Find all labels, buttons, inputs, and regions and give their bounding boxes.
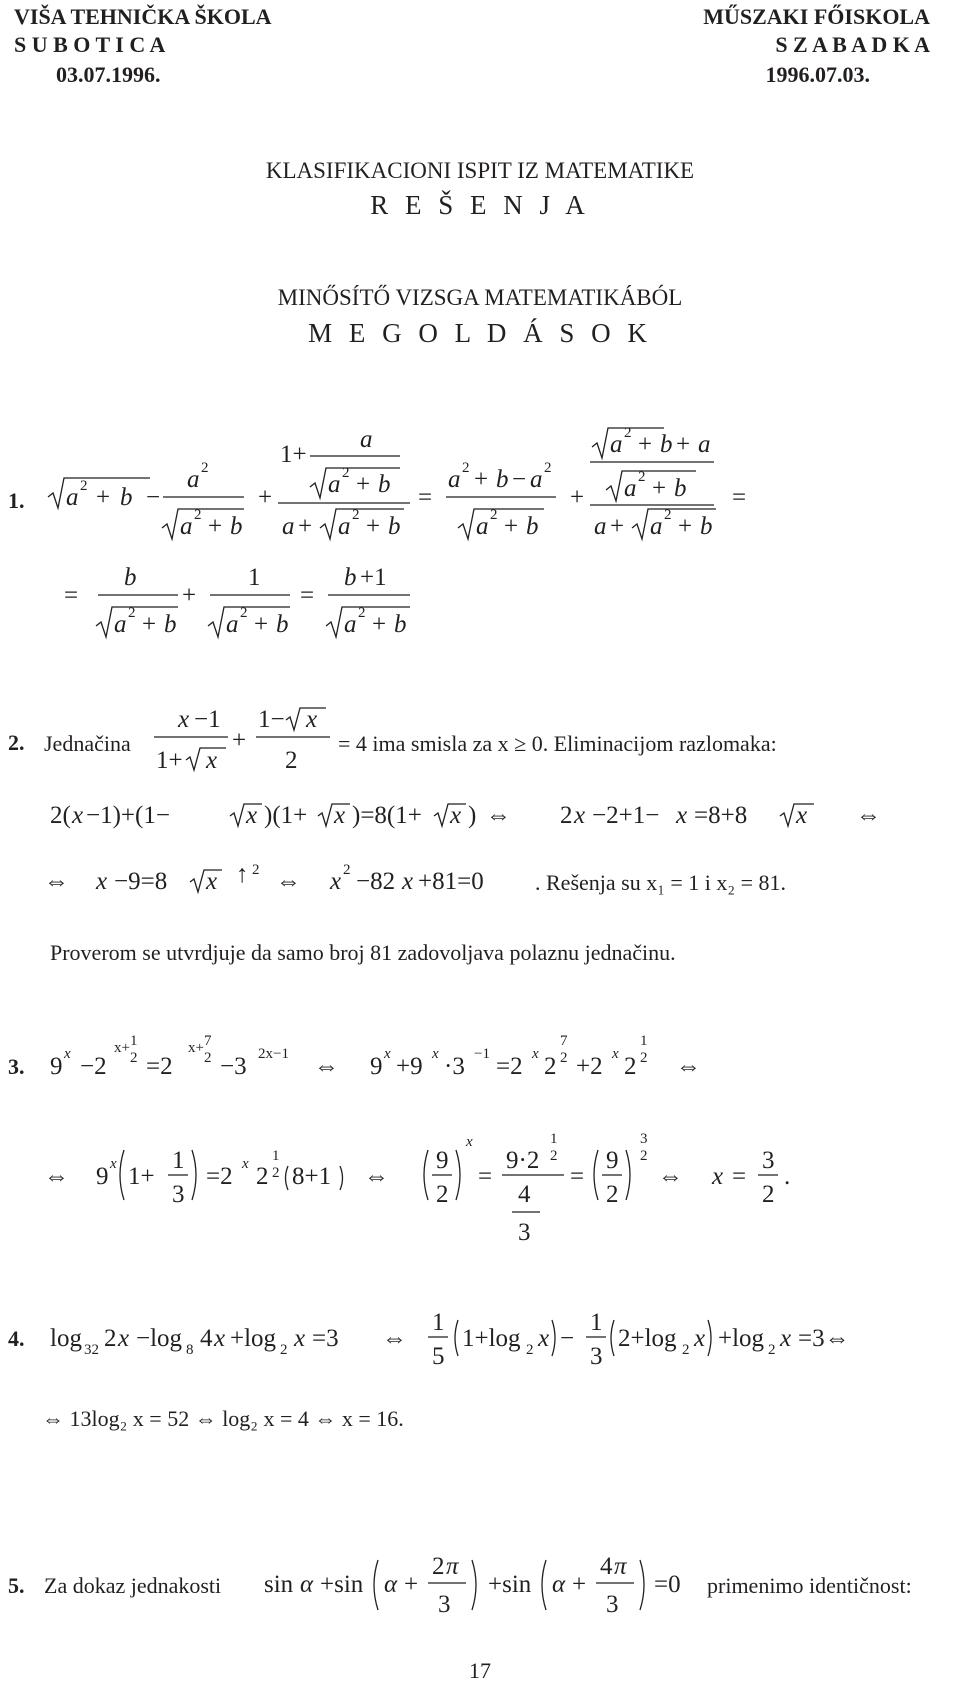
svg-text:1: 1 — [248, 564, 261, 591]
header-right-date: 1996.07.03. — [765, 62, 870, 87]
svg-text:x: x — [72, 802, 84, 829]
problem-5-number: 5. — [8, 1573, 25, 1598]
svg-text:a: a — [650, 513, 663, 540]
svg-text:5: 5 — [432, 1343, 445, 1370]
svg-text:π: π — [446, 1553, 459, 1580]
svg-text:+sin: +sin — [488, 1571, 532, 1598]
svg-text:⇔: ⇔ — [486, 802, 511, 829]
svg-text:1: 1 — [432, 1309, 445, 1336]
svg-text:2: 2 — [526, 1342, 534, 1358]
svg-text:⇔: ⇔ — [856, 802, 881, 829]
svg-text:b: b — [660, 431, 673, 458]
svg-text:2: 2 — [490, 507, 498, 523]
svg-text:=: = — [300, 582, 315, 609]
svg-text:b: b — [164, 611, 177, 638]
svg-text:a: a — [328, 471, 341, 498]
svg-text:2: 2 — [342, 465, 350, 481]
svg-text:x: x — [432, 1046, 439, 1062]
svg-text:x: x — [450, 802, 462, 829]
svg-text:a: a — [594, 513, 607, 540]
svg-text:x: x — [574, 802, 586, 829]
svg-text:1: 1 — [172, 1147, 185, 1174]
svg-text:+: + — [676, 431, 691, 458]
svg-text:b: b — [394, 611, 407, 638]
svg-text:+: + — [572, 1571, 587, 1598]
svg-text:x+: x+ — [188, 1040, 204, 1056]
svg-text:2: 2 — [256, 1163, 269, 1190]
svg-text:⇔: ⇔ — [658, 1163, 683, 1190]
svg-text:1+: 1+ — [280, 441, 307, 468]
svg-text:+9: +9 — [396, 1053, 423, 1080]
svg-text:b: b — [388, 513, 401, 540]
svg-text:2+log: 2+log — [618, 1325, 677, 1352]
problem-2-check: Proverom se utvrdjuje da samo broj 81 zadovoljava polaznu jednačinu. — [50, 940, 676, 965]
svg-text:2: 2 — [544, 460, 552, 476]
svg-text:2: 2 — [80, 478, 88, 494]
svg-text:+: + — [678, 513, 693, 540]
problem-2-intro: Jednačina — [44, 731, 131, 756]
svg-text:x: x — [466, 1134, 473, 1150]
svg-text:↑: ↑ — [236, 861, 249, 888]
svg-text:=2: =2 — [146, 1053, 173, 1080]
svg-text:x: x — [334, 802, 346, 829]
svg-text:+: + — [96, 484, 111, 511]
svg-text:+: + — [570, 484, 585, 511]
svg-text:4: 4 — [200, 1325, 213, 1352]
svg-text:2: 2 — [606, 1181, 619, 1208]
svg-text:=: = — [64, 582, 79, 609]
svg-text:x: x — [118, 1325, 130, 1352]
svg-text:2: 2 — [624, 425, 632, 441]
svg-text:3: 3 — [438, 1591, 451, 1618]
svg-text:1+log: 1+log — [462, 1325, 521, 1352]
problem-2-domain-text: = 4 ima smisla za x ≥ 0. Eliminacijom razlomaka: — [338, 731, 777, 756]
svg-text:b: b — [276, 611, 289, 638]
svg-text:+: + — [652, 475, 667, 502]
svg-text:2: 2 — [272, 1165, 280, 1181]
svg-text:−log: −log — [136, 1325, 183, 1352]
title-serbian: KLASIFIKACIONI ISPIT IZ MATEMATIKE — [265, 158, 695, 183]
svg-text:a: a — [610, 431, 623, 458]
svg-text:x: x — [796, 802, 808, 829]
svg-text:=: = — [418, 484, 433, 511]
svg-text:x: x — [532, 1046, 539, 1062]
problem-1-number: 1. — [8, 488, 25, 513]
svg-text:=0: =0 — [654, 1571, 681, 1598]
svg-text:x: x — [96, 868, 108, 895]
svg-text:9: 9 — [50, 1053, 63, 1080]
svg-text:)=8(1+: )=8(1+ — [352, 802, 422, 829]
svg-text:7: 7 — [560, 1033, 568, 1049]
svg-text:a: a — [530, 466, 543, 493]
svg-text:=3: =3 — [312, 1325, 339, 1352]
svg-text:2: 2 — [432, 1553, 445, 1580]
svg-text:x: x — [780, 1325, 792, 1352]
header-left-city: S U B O T I C A — [14, 32, 166, 57]
svg-text:7: 7 — [204, 1033, 212, 1049]
problem-4-number: 4. — [8, 1326, 25, 1351]
svg-text:1: 1 — [590, 1309, 603, 1336]
svg-text:⇔: ⇔ — [382, 1325, 407, 1352]
svg-text:x: x — [246, 802, 258, 829]
header-right-school: MŰSZAKI FŐISKOLA — [703, 4, 930, 29]
svg-text:1: 1 — [130, 1033, 138, 1049]
svg-text:32: 32 — [84, 1342, 99, 1358]
svg-text:−1: −1 — [194, 706, 221, 733]
svg-text:+: + — [232, 727, 247, 754]
svg-text:+: + — [404, 1571, 419, 1598]
svg-text:1−: 1− — [258, 706, 285, 733]
svg-text:π: π — [614, 1553, 627, 1580]
svg-text:−: − — [146, 484, 161, 511]
svg-text:4: 4 — [600, 1553, 613, 1580]
svg-text:a: a — [338, 513, 351, 540]
svg-text:a: a — [360, 426, 373, 453]
svg-text:+81=0: +81=0 — [418, 868, 484, 895]
svg-text:2: 2 — [560, 802, 573, 829]
svg-text:+: + — [258, 484, 273, 511]
subtitle-hungarian: M E G O L D Á S O K — [308, 318, 652, 348]
svg-text:+: + — [610, 513, 625, 540]
svg-text:x: x — [64, 1046, 71, 1062]
svg-text:9: 9 — [370, 1053, 383, 1080]
svg-text:⇔: ⇔ — [276, 868, 301, 895]
svg-text:1: 1 — [640, 1033, 648, 1049]
svg-text:8: 8 — [186, 1342, 194, 1358]
svg-text:3: 3 — [762, 1147, 775, 1174]
svg-text:2: 2 — [560, 1050, 568, 1066]
svg-text:2: 2 — [201, 460, 209, 476]
svg-text:9: 9 — [436, 1147, 449, 1174]
svg-text:=: = — [570, 1163, 585, 1190]
svg-text:): ) — [468, 802, 477, 829]
svg-text:2: 2 — [768, 1342, 776, 1358]
svg-text:b: b — [378, 471, 391, 498]
svg-text:a: a — [187, 466, 200, 493]
svg-text:3: 3 — [518, 1219, 531, 1246]
header-left-school: VIŠA TEHNIČKA ŠKOLA — [14, 4, 272, 29]
svg-text:2: 2 — [462, 460, 470, 476]
svg-text:3: 3 — [590, 1343, 603, 1370]
svg-text:x: x — [402, 868, 414, 895]
svg-text:=: = — [732, 484, 747, 511]
svg-text:x: x — [306, 706, 318, 733]
svg-text:=8+8: =8+8 — [694, 802, 748, 829]
svg-text:=: = — [732, 1163, 747, 1190]
svg-text:3: 3 — [640, 1131, 648, 1147]
svg-text:a: a — [180, 513, 193, 540]
svg-text:2(: 2( — [50, 802, 71, 829]
svg-text:2: 2 — [682, 1342, 690, 1358]
svg-text:a: a — [476, 513, 489, 540]
svg-text:8+1: 8+1 — [292, 1163, 332, 1190]
svg-text:+: + — [372, 611, 387, 638]
svg-text:)(1+: )(1+ — [264, 802, 308, 829]
svg-text:α: α — [384, 1571, 398, 1598]
svg-text:a: a — [282, 513, 295, 540]
svg-text:x: x — [214, 1325, 226, 1352]
svg-text:x: x — [694, 1325, 706, 1352]
svg-text:x: x — [676, 802, 688, 829]
svg-text:b: b — [124, 564, 137, 591]
problem-2-number: 2. — [8, 730, 25, 755]
svg-text:+1: +1 — [360, 564, 387, 591]
svg-text:b: b — [230, 513, 243, 540]
svg-text:x: x — [538, 1325, 550, 1352]
svg-text:+: + — [142, 611, 157, 638]
svg-text:2: 2 — [204, 1050, 212, 1066]
svg-text:+: + — [504, 513, 519, 540]
svg-text:x: x — [242, 1156, 249, 1172]
svg-text:+: + — [208, 513, 223, 540]
svg-text:x: x — [206, 747, 218, 774]
svg-text:−1)+(1−: −1)+(1− — [86, 802, 170, 829]
svg-text:1: 1 — [550, 1131, 558, 1147]
svg-text:1+: 1+ — [128, 1163, 155, 1190]
problem-2-solutions: . Rešenja su x₁ = 1 i x₂ = 81. — [535, 870, 786, 895]
svg-text:+log: +log — [718, 1325, 765, 1352]
svg-text:=3⇔: =3⇔ — [798, 1325, 850, 1352]
svg-text:2: 2 — [358, 605, 366, 621]
svg-text:+: + — [298, 513, 313, 540]
problem-5-outro: primenimo identičnost: — [707, 1573, 912, 1598]
svg-text:x: x — [612, 1046, 619, 1062]
svg-text:9·2: 9·2 — [506, 1147, 540, 1174]
svg-text:2: 2 — [285, 747, 298, 774]
svg-text:−2+1−: −2+1− — [592, 802, 660, 829]
svg-text:9: 9 — [96, 1163, 109, 1190]
svg-text:+: + — [638, 431, 653, 458]
svg-text:2: 2 — [194, 507, 202, 523]
svg-text:2: 2 — [638, 469, 646, 485]
svg-text:a: a — [226, 611, 239, 638]
svg-text:b: b — [674, 475, 687, 502]
svg-text:x: x — [330, 868, 342, 895]
svg-text:sin: sin — [264, 1571, 294, 1598]
svg-text:−9=8: −9=8 — [114, 868, 168, 895]
svg-text:3: 3 — [606, 1591, 619, 1618]
svg-text:⇔: ⇔ — [44, 868, 69, 895]
svg-text:α: α — [552, 1571, 566, 1598]
svg-text:b: b — [526, 513, 539, 540]
svg-text:2: 2 — [436, 1181, 449, 1208]
svg-text:2: 2 — [280, 1342, 288, 1358]
svg-text:2: 2 — [640, 1148, 648, 1164]
svg-text:b: b — [700, 513, 713, 540]
svg-text:1: 1 — [272, 1148, 280, 1164]
svg-text:a: a — [344, 611, 357, 638]
svg-text:α: α — [300, 1571, 314, 1598]
svg-text:−82: −82 — [356, 868, 396, 895]
svg-text:+2: +2 — [576, 1053, 603, 1080]
svg-text:a: a — [114, 611, 127, 638]
svg-text:b: b — [120, 484, 133, 511]
svg-text:a: a — [624, 475, 637, 502]
svg-text:+: + — [182, 582, 197, 609]
svg-text:3: 3 — [172, 1181, 185, 1208]
svg-text:2: 2 — [624, 1053, 637, 1080]
svg-text:2: 2 — [240, 605, 248, 621]
svg-text:2: 2 — [352, 507, 360, 523]
svg-text:a: a — [448, 466, 461, 493]
svg-text:2x−1: 2x−1 — [258, 1046, 289, 1062]
svg-text:+: + — [356, 471, 371, 498]
header-right-city: S Z A B A D K A — [775, 32, 930, 57]
svg-text:9: 9 — [606, 1147, 619, 1174]
problem-5-intro: Za dokaz jednakosti — [44, 1573, 222, 1598]
svg-text:4: 4 — [518, 1181, 531, 1208]
svg-text:2: 2 — [640, 1050, 648, 1066]
header-left-date: 03.07.1996. — [56, 62, 161, 87]
svg-text:.: . — [784, 1163, 791, 1190]
svg-text:⇔: ⇔ — [314, 1053, 339, 1080]
svg-text:2: 2 — [252, 862, 260, 878]
svg-text:2: 2 — [130, 1050, 138, 1066]
svg-text:=: = — [478, 1163, 493, 1190]
svg-text:2: 2 — [762, 1181, 775, 1208]
svg-text:2: 2 — [343, 862, 351, 878]
svg-text:+: + — [366, 513, 381, 540]
title-hungarian: MINŐSÍTŐ VIZSGA MATEMATIKÁBÓL — [277, 285, 683, 310]
svg-text:−: − — [560, 1325, 575, 1352]
svg-text:⇔: ⇔ — [676, 1053, 701, 1080]
svg-text:x: x — [178, 706, 190, 733]
svg-text:−1: −1 — [474, 1046, 490, 1062]
svg-text:a: a — [66, 484, 79, 511]
svg-text:−: − — [512, 466, 527, 493]
svg-text:x: x — [294, 1325, 306, 1352]
svg-text:b: b — [496, 466, 509, 493]
page-number: 17 — [469, 1658, 491, 1683]
svg-text:+log: +log — [230, 1325, 277, 1352]
svg-text:=2: =2 — [206, 1163, 233, 1190]
svg-text:x: x — [712, 1163, 724, 1190]
svg-text:+sin: +sin — [320, 1571, 364, 1598]
svg-text:log: log — [50, 1325, 82, 1352]
svg-text:=2: =2 — [496, 1053, 523, 1080]
svg-text:x: x — [384, 1046, 391, 1062]
svg-text:b: b — [344, 564, 357, 591]
svg-text:x: x — [110, 1156, 117, 1172]
svg-text:−2: −2 — [80, 1053, 107, 1080]
svg-text:x+: x+ — [114, 1040, 130, 1056]
svg-text:2: 2 — [550, 1148, 558, 1164]
svg-text:−3: −3 — [220, 1053, 247, 1080]
svg-text:2: 2 — [664, 507, 672, 523]
svg-text:⇔: ⇔ — [364, 1163, 389, 1190]
svg-text:+: + — [474, 466, 489, 493]
subtitle-serbian: R E Š E N J A — [370, 190, 590, 220]
svg-text:1+: 1+ — [156, 747, 183, 774]
svg-text:a: a — [698, 431, 711, 458]
svg-text:+: + — [254, 611, 269, 638]
problem-3-number: 3. — [8, 1054, 25, 1079]
svg-text:2: 2 — [128, 605, 136, 621]
svg-text:·3: ·3 — [444, 1053, 465, 1080]
svg-text:x: x — [206, 868, 218, 895]
svg-text:2: 2 — [544, 1053, 557, 1080]
problem-4-final-line: ⇔ 13log₂ x = 52 ⇔ log₂ x = 4 ⇔ x = 16. — [42, 1406, 404, 1431]
svg-text:2: 2 — [104, 1325, 117, 1352]
svg-text:⇔: ⇔ — [44, 1163, 69, 1190]
